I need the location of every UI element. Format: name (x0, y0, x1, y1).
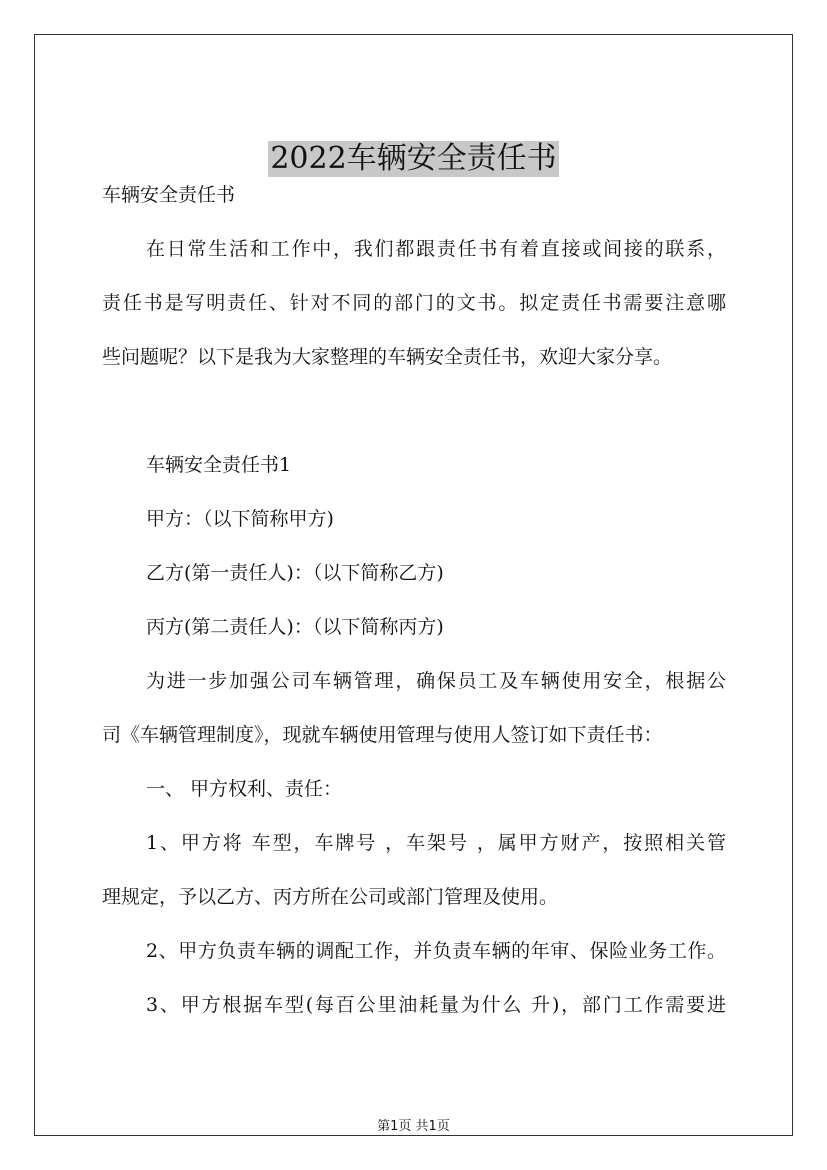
clause-heading: 一、 甲方权利、责任： (146, 778, 343, 800)
document-page (34, 34, 793, 1136)
paragraph-line: 在日常生活和工作中，我们都跟责任书有着直接或间接的联系， (146, 238, 726, 260)
document-title: 2022车辆安全责任书 (270, 141, 557, 176)
section-heading: 车辆安全责任书1 (146, 454, 292, 476)
paragraph-line: 责任书是写明责任、针对不同的部门的文书。拟定责任书需要注意哪 (102, 292, 726, 314)
party-a-line: 甲方：（以下简称甲方) (146, 508, 334, 530)
clause-item: 3、甲方根据车型(每百公里油耗量为什么 升)，部门工作需要进 (146, 994, 726, 1016)
party-b-line: 乙方(第一责任人)：（以下简称乙方) (146, 562, 444, 584)
paragraph-line: 些问题呢？以下是我为大家整理的车辆安全责任书，欢迎大家分享。 (102, 346, 673, 368)
title-wrap (35, 141, 792, 177)
clause-item: 理规定，予以乙方、丙方所在公司或部门管理及使用。 (102, 886, 559, 908)
party-c-line: 丙方(第二责任人)：（以下简称丙方) (146, 616, 444, 638)
document-subtitle: 车辆安全责任书 (102, 184, 236, 206)
paragraph-line: 为进一步加强公司车辆管理，确保员工及车辆使用安全，根据公 (146, 670, 726, 692)
paragraph-line: 司《车辆管理制度》，现就车辆使用管理与使用人签订如下责任书： (102, 724, 663, 746)
clause-item: 1、甲方将 车型，车牌号 ，车架号 ，属甲方财产，按照相关管 (146, 832, 726, 854)
page-footer: 第1页 共1页 (377, 1119, 450, 1134)
clause-item: 2、甲方负责车辆的调配工作，并负责车辆的年审、保险业务工作。 (146, 940, 726, 962)
